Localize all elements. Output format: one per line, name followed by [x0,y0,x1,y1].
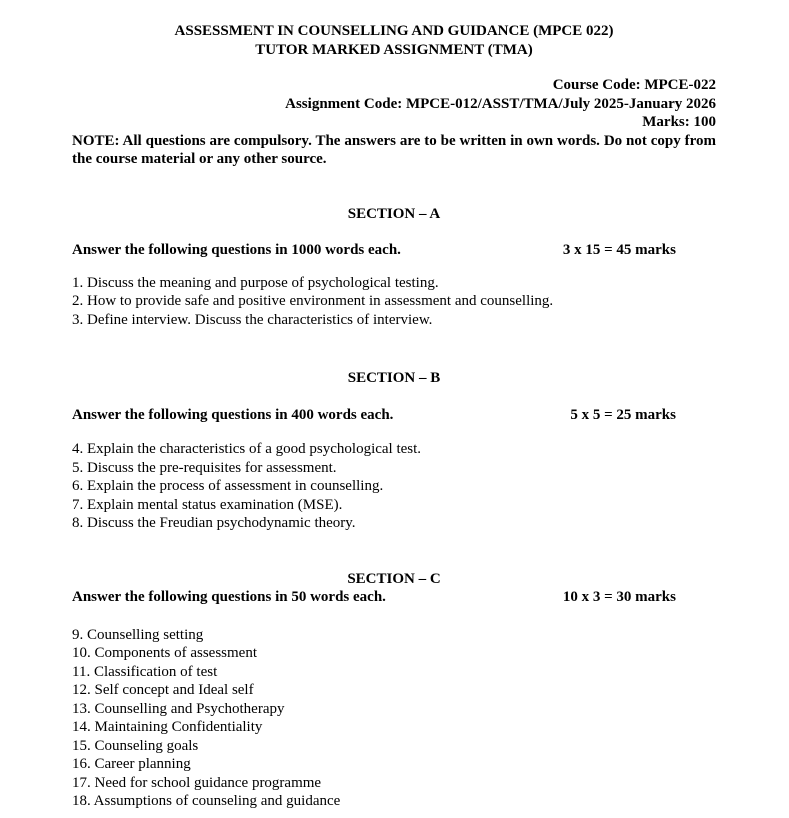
section-marks: 10 x 3 = 30 marks [562,589,676,605]
section-instruction: Answer the following questions in 1000 words each. [72,242,401,258]
section-instruction-row [72,588,716,607]
section-marks: 3 x 15 = 45 marks [562,242,676,258]
question-list [72,626,716,811]
question-item: 14. Maintaining Confidentiality [72,719,263,735]
question-item: 11. Classification of test [72,663,218,680]
question-item: 9. Counselling setting [72,626,204,643]
question-item: 3. Define interview. Discuss the characteristics of interview. [72,311,433,328]
question-list [72,274,716,330]
course-info-block [72,76,716,132]
document-title-line1: ASSESSMENT IN COUNSELLING AND GUIDANCE (MPCE 022) [174,23,614,39]
question-item: 10. Components of assessment [72,645,257,661]
note-text: NOTE: All questions are compulsory. The answers are to be written in own words. Do not copy from the course material or any other source. [72,132,716,167]
total-marks: Marks: 100 [642,114,716,130]
question-item: 15. Counseling goals [72,737,199,754]
course-code: Course Code: MPCE-022 [552,77,716,93]
question-item: 6. Explain the process of assessment in counselling. [72,478,384,494]
question-item: 2. How to provide safe and positive environment in assessment and counselling. [72,293,554,309]
question-item: 16. Career planning [72,756,191,772]
question-item: 17. Need for school guidance programme [72,774,322,791]
question-item: 13. Counselling and Psychotherapy [72,700,285,717]
section-instruction-row [72,241,716,260]
section-instruction: Answer the following questions in 50 words each. [72,589,386,605]
question-item: 1. Discuss the meaning and purpose of psychological testing. [72,274,439,291]
section-b [72,369,716,533]
document-title [72,22,716,59]
assignment-code: Assignment Code: MPCE-012/ASST/TMA/July 2025-January 2026 [285,95,716,112]
question-item: 12. Self concept and Ideal self [72,682,254,698]
section-a [72,205,716,330]
question-item: 7. Explain mental status examination (MSE). [72,496,343,513]
question-item: 4. Explain the characteristics of a good psychological test. [72,441,422,457]
question-item: 5. Discuss the pre-requisites for assessment. [72,459,337,476]
document-title-line2: TUTOR MARKED ASSIGNMENT (TMA) [255,41,533,58]
question-item: 8. Discuss the Freudian psychodynamic theory. [72,515,356,531]
section-heading: SECTION – A [347,205,441,222]
section-heading: SECTION – C [347,570,441,587]
section-instruction-row [72,406,716,425]
section-marks: 5 x 5 = 25 marks [570,406,676,423]
section-instruction: Answer the following questions in 400 words each. [72,406,394,423]
question-item: 18. Assumptions of counseling and guidance [72,793,341,809]
question-list [72,440,716,533]
section-c [72,570,716,811]
section-heading: SECTION – B [347,370,441,386]
